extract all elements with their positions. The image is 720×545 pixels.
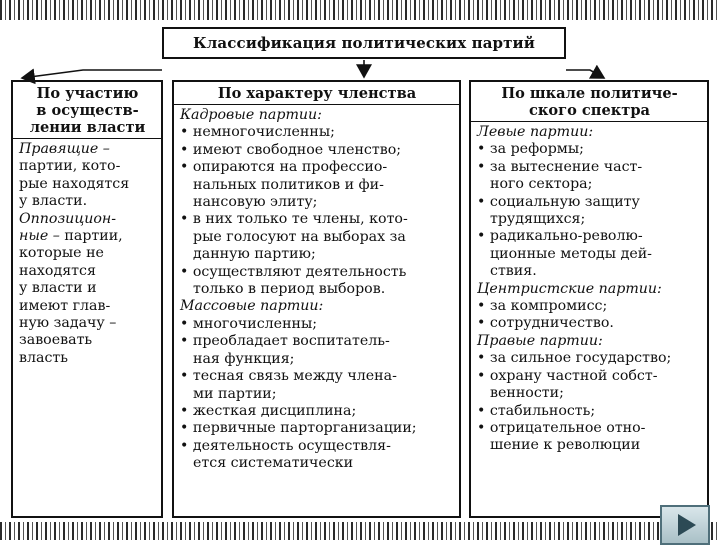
- text-line: ствия.: [490, 263, 537, 280]
- header-divider: [471, 121, 707, 122]
- column-header: [477, 85, 702, 119]
- text-line: • первичные парторганизации;: [180, 420, 417, 437]
- text-line: • осуществляют деятельность: [180, 263, 407, 280]
- text-line: находятся: [19, 262, 96, 279]
- text-line: которые не: [19, 245, 104, 262]
- text-line: • стабильность;: [477, 402, 596, 419]
- text-line: венности;: [490, 385, 564, 402]
- text-line: власть: [19, 349, 68, 366]
- text-line: • охрану частной собст-: [477, 367, 658, 384]
- header-line: лении власти: [29, 119, 146, 136]
- header-line: в осуществ-: [36, 102, 139, 119]
- text-line: • отрицательное отно-: [477, 419, 646, 436]
- header-divider: [13, 138, 161, 139]
- next-slide-button[interactable]: [660, 505, 710, 545]
- text-line: рые находятся: [19, 175, 130, 192]
- column-body: [180, 107, 454, 473]
- column-header: [180, 85, 454, 102]
- text-line: • в них только те члены, кото-: [180, 211, 408, 228]
- text-line: только в период выборов.: [193, 281, 386, 298]
- text-line: • радикально-револю-: [477, 228, 643, 245]
- text-line: • деятельность осуществля-: [180, 437, 391, 454]
- text-line: • преобладает воспитатель-: [180, 333, 390, 350]
- text-line: • социальную защиту: [477, 193, 640, 210]
- text-line: Левые партии:: [477, 124, 594, 140]
- text-line: Правящие –: [19, 141, 110, 157]
- column-body: [477, 124, 702, 455]
- text-line: • жесткая дисциплина;: [180, 402, 357, 419]
- text-line: ми партии;: [193, 385, 277, 402]
- header-line: По характеру членства: [217, 85, 417, 102]
- text-line: ного сектора;: [490, 176, 593, 193]
- text-line: • тесная связь между члена-: [180, 368, 397, 385]
- text-line: Правые партии:: [477, 332, 603, 349]
- column-header: [19, 85, 156, 136]
- text-line: у власти и: [19, 280, 97, 297]
- text-line: • опираются на профессио-: [180, 159, 388, 176]
- text-line: • за сильное государство;: [477, 350, 672, 367]
- text-line: ная функция;: [193, 350, 295, 367]
- text-line: ные – партии,: [19, 228, 123, 245]
- play-next-icon: [678, 514, 696, 536]
- text-line: партии, кото-: [19, 158, 121, 175]
- text-line: • сотрудничество.: [477, 315, 614, 332]
- header-line: По шкале политиче-: [501, 85, 678, 102]
- header-line: ского спектра: [528, 102, 650, 119]
- column-body: [19, 141, 156, 367]
- text-line: • за компромисс;: [477, 298, 608, 315]
- text-line: имеют глав-: [19, 297, 111, 314]
- arrow-left: [22, 70, 162, 78]
- text-line: трудящихся;: [490, 211, 586, 228]
- text-line: • многочисленны;: [180, 315, 318, 332]
- header-divider: [174, 104, 459, 105]
- text-line: • немногочисленны;: [180, 124, 335, 141]
- arrow-right: [566, 70, 604, 78]
- text-line: ется систематически: [193, 455, 354, 472]
- text-line: Кадровые партии:: [180, 107, 322, 123]
- bottom-decorative-border: [0, 522, 720, 540]
- text-line: рые голосуют на выборах за: [193, 228, 406, 245]
- text-line: у власти.: [19, 193, 88, 210]
- text-line: шение к революции: [490, 437, 641, 454]
- column-political-spectrum: [469, 80, 709, 518]
- text-line: нансовую элиту;: [193, 194, 318, 211]
- text-line: Центристские партии:: [477, 280, 662, 297]
- text-line: ционные методы дей-: [490, 245, 652, 262]
- text-line: ную задачу –: [19, 315, 117, 332]
- text-line: • за вытеснение част-: [477, 158, 643, 175]
- text-line: • за реформы;: [477, 141, 584, 158]
- text-line: Оппозицион-: [19, 210, 117, 227]
- text-line: Массовые партии:: [180, 298, 324, 315]
- diagram-title: Классификация политических партий: [162, 27, 566, 59]
- text-line: завоевать: [19, 332, 93, 349]
- text-line: данную партию;: [193, 246, 316, 263]
- text-line: • имеют свободное членство;: [180, 141, 402, 158]
- text-line: нальных политиков и фи-: [193, 176, 384, 193]
- column-power-participation: [11, 80, 163, 518]
- header-line: По участию: [36, 85, 139, 102]
- column-membership-character: [172, 80, 461, 518]
